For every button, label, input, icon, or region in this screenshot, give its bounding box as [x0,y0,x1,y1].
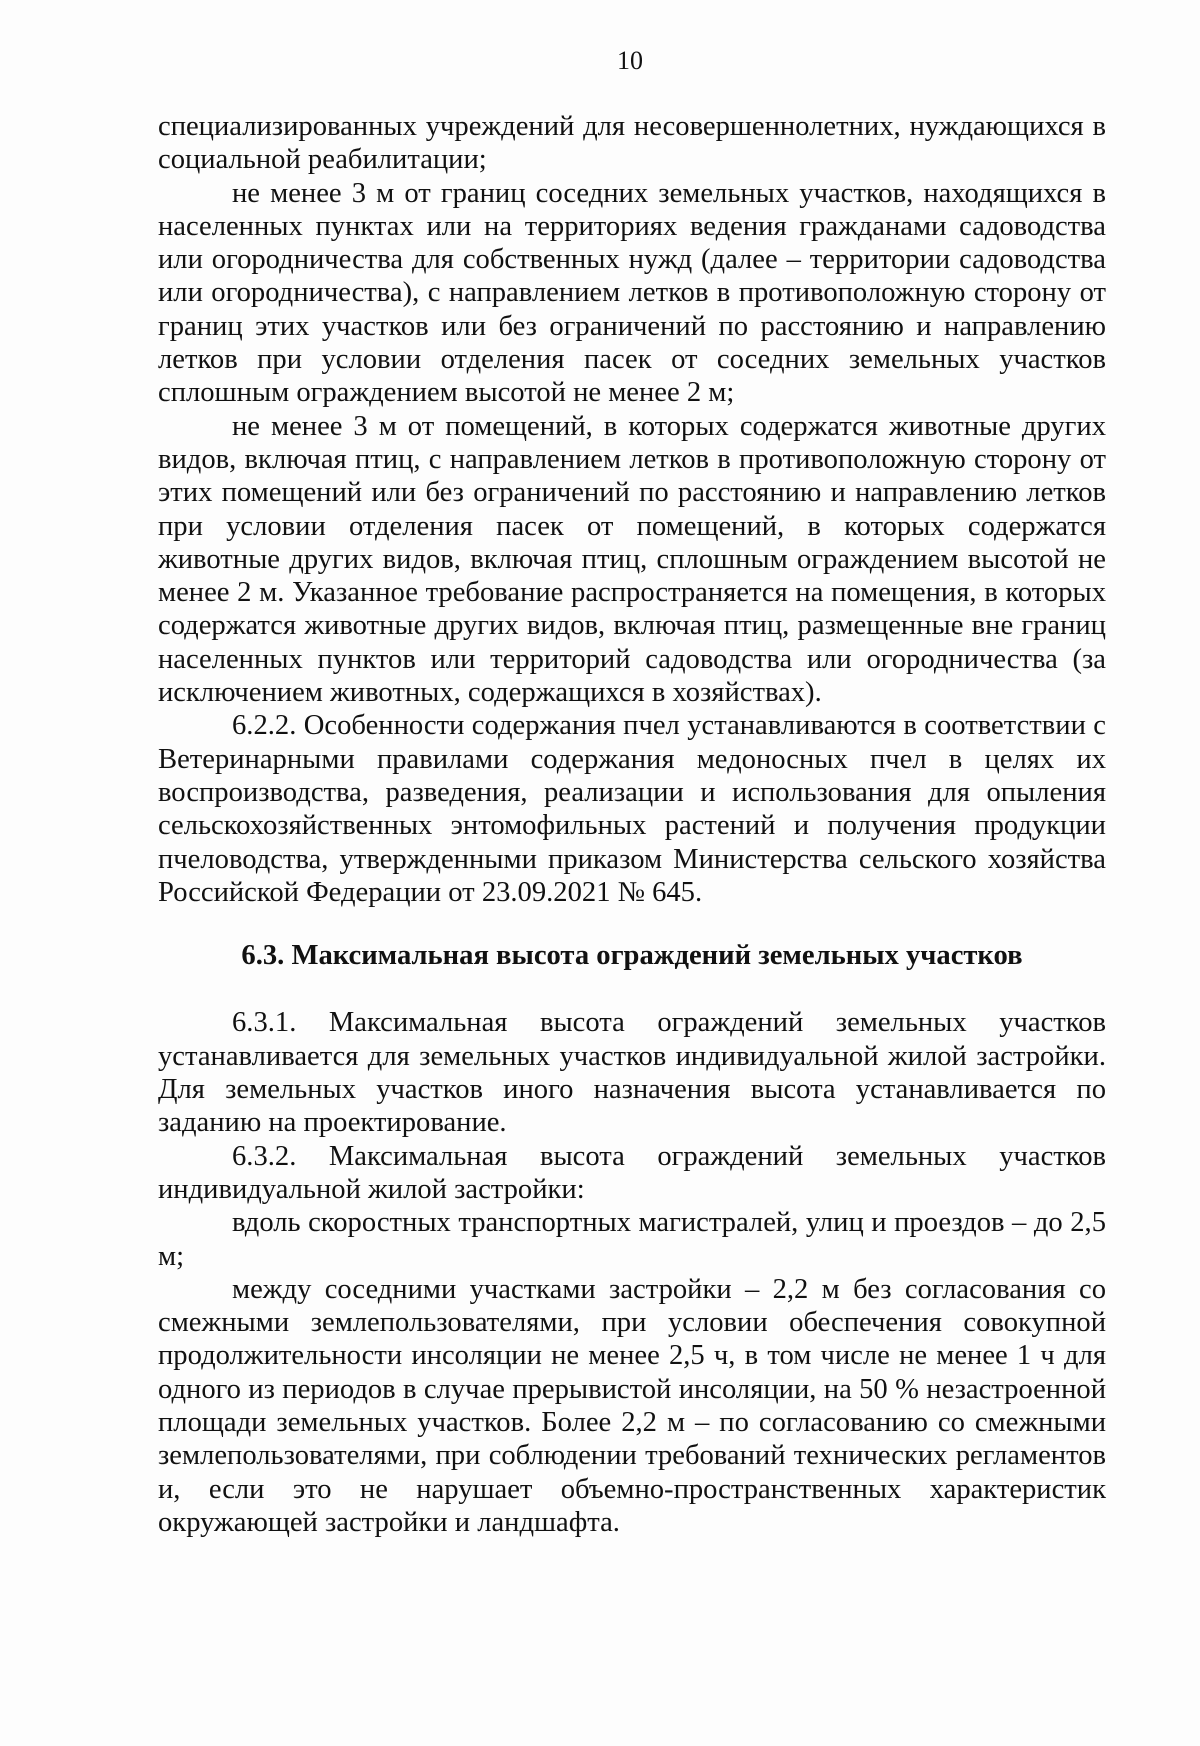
paragraph-6-3-2: 6.3.2. Максимальная высота ограждений земельных участков индивидуальной жилой застройки: [158,1140,1106,1205]
paragraph-continuation: специализированных учреждений для несовершеннолетних, нуждающихся в социальной реабилитации; [158,111,1106,176]
paragraph-animal-premises-distance: не менее 3 м от помещений, в которых содержатся животные других видов, включая птиц, с направлением летков в противоположную сторону от этих помещений или без ограничений по расстоянию и направлению летков при условии отделения пасек от помещений, в которых содержатся животные других видов, включая птиц, сплошным ограждением высотой не менее 2 м. Указанное требование распространяется на помещения, в которых содержатся животные других видов, включая птиц, размещенные вне границ населенных пунктов или территорий садоводства или огородничества (за исключением животных, содержащихся в хозяйствах). [158,410,1106,709]
document-body [158,110,1106,1539]
paragraph-along-highways: вдоль скоростных транспортных магистралей, улиц и проездов – до 2,5 м; [158,1207,1106,1272]
section-heading-6-3: 6.3. Максимальная высота ограждений земельных участков [241,940,1023,972]
paragraph-boundary-distance: не менее 3 м от границ соседних земельных участков, находящихся в населенных пунктах или на территориях ведения гражданами садоводства или огородничества для собственных нужд (далее – территории садоводства или огородничества), с направлением летков в противоположную сторону от границ этих участков или без ограничений по расстоянию и направлению летков при условии отделения пасек от соседних земельных участков сплошным ограждением высотой не менее 2 м; [158,177,1106,409]
paragraph-between-plots: между соседними участками застройки – 2,2 м без согласования со смежными землепользователями, при условии обеспечения совокупной продолжительности инсоляции не менее 2,5 ч, в том числе не менее 1 ч для одного из периодов в случае прерывистой инсоляции, на 50 % незастроенной площади земельных участков. Более 2,2 м – по согласованию со смежными землепользователями, при соблюдении требований технических регламентов и, если это не нарушает объемно-пространственных характеристик окружающей застройки и ландшафта. [158,1273,1106,1538]
paragraph-6-2-2: 6.2.2. Особенности содержания пчел устанавливаются в соответствии с Ветеринарными правилами содержания медоносных пчел в целях их воспроизводства, разведения, реализации и использования для опыления сельскохозяйственных энтомофильных растений и получения продукции пчеловодства, утвержденными приказом Министерства сельского хозяйства Российской Федерации от 23.09.2021 № 645. [158,710,1106,908]
paragraph-6-3-1: 6.3.1. Максимальная высота ограждений земельных участков устанавливается для земельных участков индивидуальной жилой застройки. Для земельных участков иного назначения высота устанавливается по заданию на проектирование. [158,1007,1106,1139]
page-number: 10 [617,46,643,75]
